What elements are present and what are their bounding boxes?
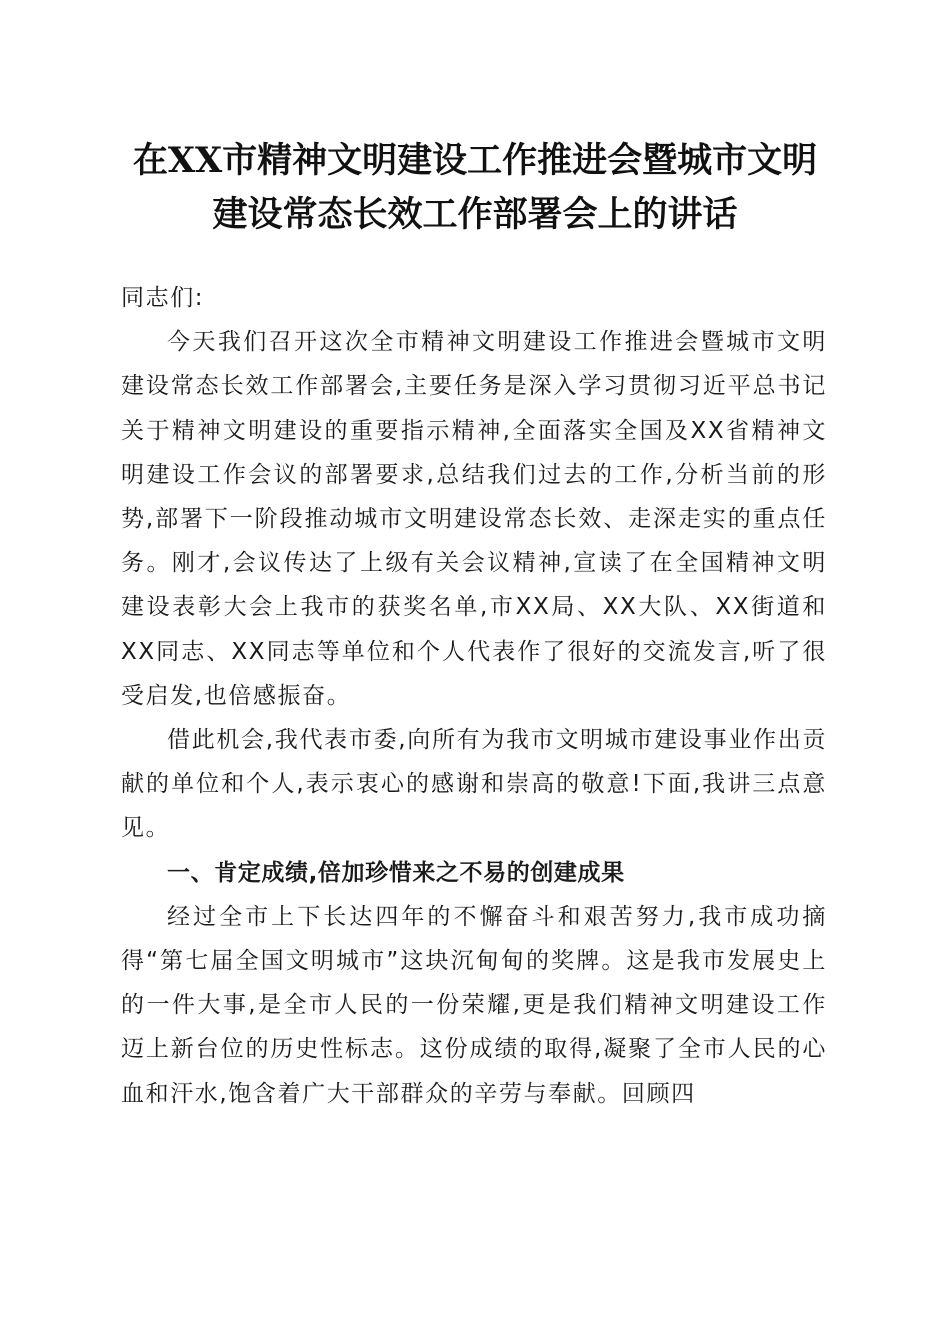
document-body	[121, 276, 827, 1116]
document-title	[110, 134, 840, 242]
salutation: 同志们:	[121, 285, 205, 311]
paragraph-section-1: 经过全市上下长达四年的不懈奋斗和艰苦努力,我市成功摘得“第七届全国文明城市”这块沉甸甸的奖牌。这是我市发展史上的一件大事,是全市人民的一份荣耀,更是我们精神文明建设工作迈上新台位的历史性标志。这份成绩的取得,凝聚了全市人民的心血和汗水,饱含着广大干部群众的辛劳与奉献。回顾四	[121, 903, 827, 1107]
title-line-1: 在XX市精神文明建设工作推进会暨城市文明	[132, 140, 818, 181]
section-heading-1: 一、肯定成绩,倍加珍惜来之不易的创建成果	[167, 859, 625, 886]
paragraph-opening: 今天我们召开这次全市精神文明建设工作推进会暨城市文明建设常态长效工作部署会,主要任务是深入学习贯彻习近平总书记关于精神文明建设的重要指示精神,全面落实全国及XX省精神文明建设工作会议的部署要求,总结我们过去的工作,分析当前的形势,部署下一阶段推动城市文明建设常态长效、走深走实的重点任务。刚才,会议传达了上级有关会议精神,宣读了在全国精神文明建设表彰大会上我市的获奖名单,市XX局、XX大队、XX街道和XX同志、XX同志等单位和个人代表作了很好的交流发言,听了很受启发,也倍感振奋。	[121, 329, 827, 709]
title-line-2: 建设常态长效工作部署会上的讲话	[212, 194, 738, 235]
paragraph-thanks: 借此机会,我代表市委,向所有为我市文明城市建设事业作出贡献的单位和个人,表示衷心的感谢和崇高的敬意!下面,我讲三点意见。	[121, 727, 827, 842]
